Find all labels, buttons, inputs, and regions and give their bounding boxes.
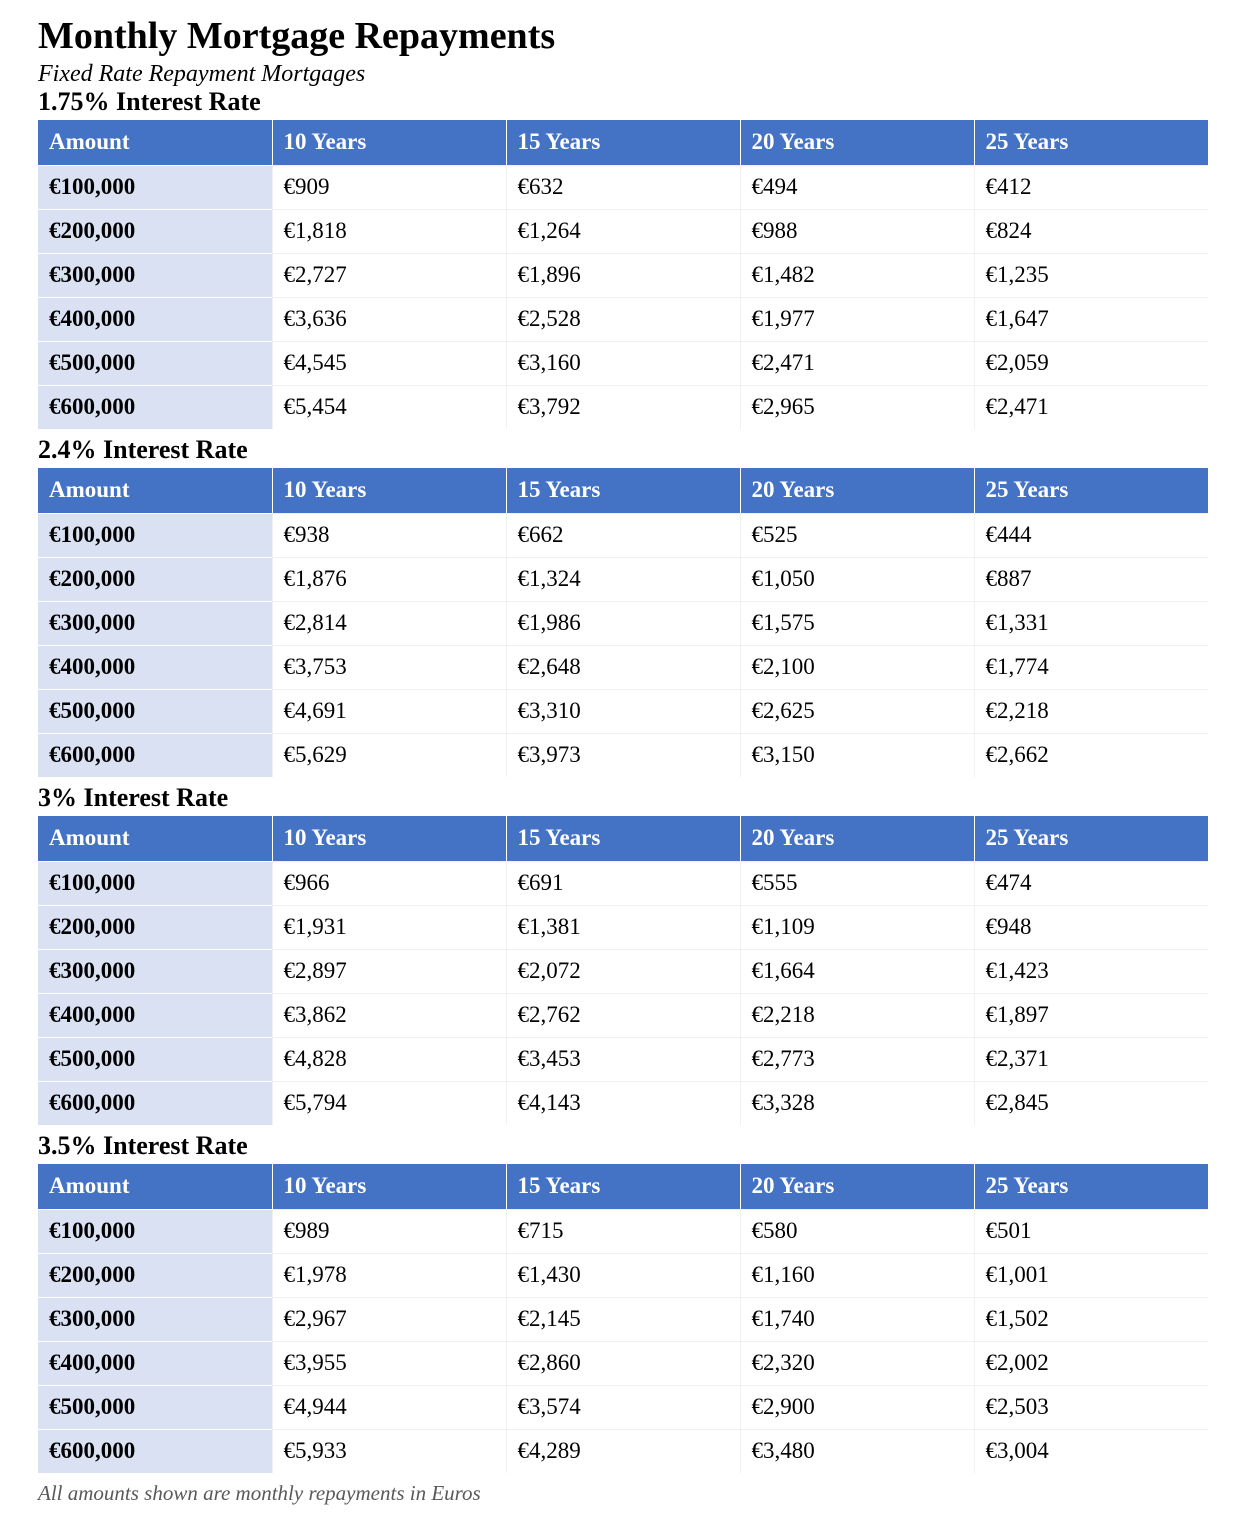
repayment-cell: €3,636 [272, 297, 506, 341]
repayment-cell: €909 [272, 165, 506, 209]
repayment-cell: €2,218 [974, 689, 1208, 733]
repayment-cell: €1,324 [506, 557, 740, 601]
repayment-cell: €966 [272, 861, 506, 905]
column-header: 20 Years [740, 468, 974, 513]
repayment-table [38, 468, 1208, 777]
amount-cell: €400,000 [38, 297, 272, 341]
repayment-cell: €2,059 [974, 341, 1208, 385]
repayment-cell: €691 [506, 861, 740, 905]
repayment-cell: €3,792 [506, 385, 740, 429]
amount-cell: €100,000 [38, 165, 272, 209]
repayment-cell: €1,050 [740, 557, 974, 601]
repayment-cell: €444 [974, 513, 1208, 557]
rate-heading: 3% Interest Rate [38, 783, 229, 812]
repayment-cell: €1,818 [272, 209, 506, 253]
repayment-cell: €3,328 [740, 1081, 974, 1125]
repayment-cell: €1,986 [506, 601, 740, 645]
repayment-cell: €1,647 [974, 297, 1208, 341]
page-title: Monthly Mortgage Repayments [38, 15, 556, 57]
column-header: 15 Years [506, 1164, 740, 1209]
repayment-cell: €2,471 [974, 385, 1208, 429]
repayment-table [38, 1164, 1208, 1473]
rate-heading: 1.75% Interest Rate [38, 87, 261, 116]
amount-cell: €300,000 [38, 1297, 272, 1341]
table-row [38, 993, 1208, 1037]
table-row [38, 1253, 1208, 1297]
repayment-cell: €3,955 [272, 1341, 506, 1385]
amount-cell: €400,000 [38, 1341, 272, 1385]
repayment-cell: €4,828 [272, 1037, 506, 1081]
repayment-cell: €2,002 [974, 1341, 1208, 1385]
table-row [38, 1209, 1208, 1253]
repayment-cell: €2,218 [740, 993, 974, 1037]
column-header: 10 Years [272, 468, 506, 513]
repayment-cell: €948 [974, 905, 1208, 949]
repayment-cell: €1,001 [974, 1253, 1208, 1297]
repayment-cell: €4,289 [506, 1429, 740, 1473]
repayment-table [38, 120, 1208, 429]
table-row [38, 341, 1208, 385]
column-header: 10 Years [272, 816, 506, 861]
table-header-row [38, 468, 1208, 513]
column-header: Amount [38, 1164, 272, 1209]
table-row [38, 1429, 1208, 1473]
repayment-cell: €3,160 [506, 341, 740, 385]
repayment-cell: €2,727 [272, 253, 506, 297]
column-header: 20 Years [740, 120, 974, 165]
repayment-cell: €2,625 [740, 689, 974, 733]
amount-cell: €600,000 [38, 385, 272, 429]
repayment-cell: €3,480 [740, 1429, 974, 1473]
repayment-cell: €887 [974, 557, 1208, 601]
repayment-cell: €2,528 [506, 297, 740, 341]
repayment-cell: €824 [974, 209, 1208, 253]
table-row [38, 253, 1208, 297]
repayment-cell: €1,977 [740, 297, 974, 341]
repayment-cell: €1,740 [740, 1297, 974, 1341]
column-header: 15 Years [506, 120, 740, 165]
repayment-cell: €1,109 [740, 905, 974, 949]
table-row [38, 1297, 1208, 1341]
column-header: 15 Years [506, 816, 740, 861]
table-row [38, 209, 1208, 253]
column-header: 25 Years [974, 1164, 1208, 1209]
repayment-cell: €412 [974, 165, 1208, 209]
column-header: Amount [38, 816, 272, 861]
repayment-cell: €2,471 [740, 341, 974, 385]
repayment-cell: €1,381 [506, 905, 740, 949]
repayment-table [38, 816, 1208, 1125]
table-row [38, 297, 1208, 341]
repayment-cell: €2,897 [272, 949, 506, 993]
repayment-cell: €580 [740, 1209, 974, 1253]
repayment-cell: €2,371 [974, 1037, 1208, 1081]
rate-section [38, 1132, 1208, 1473]
amount-cell: €300,000 [38, 949, 272, 993]
rate-heading: 2.4% Interest Rate [38, 435, 248, 464]
repayment-cell: €494 [740, 165, 974, 209]
repayment-cell: €4,143 [506, 1081, 740, 1125]
repayment-cell: €662 [506, 513, 740, 557]
repayment-cell: €501 [974, 1209, 1208, 1253]
column-header: 15 Years [506, 468, 740, 513]
repayment-cell: €1,978 [272, 1253, 506, 1297]
amount-cell: €200,000 [38, 209, 272, 253]
repayment-cell: €2,648 [506, 645, 740, 689]
repayment-cell: €1,423 [974, 949, 1208, 993]
column-header: 25 Years [974, 816, 1208, 861]
repayment-cell: €632 [506, 165, 740, 209]
repayment-cell: €3,310 [506, 689, 740, 733]
table-row [38, 557, 1208, 601]
repayment-cell: €1,482 [740, 253, 974, 297]
repayment-cell: €3,753 [272, 645, 506, 689]
column-header: Amount [38, 468, 272, 513]
table-row [38, 1081, 1208, 1125]
amount-cell: €400,000 [38, 645, 272, 689]
amount-cell: €500,000 [38, 1385, 272, 1429]
table-row [38, 165, 1208, 209]
repayment-cell: €1,264 [506, 209, 740, 253]
amount-cell: €300,000 [38, 253, 272, 297]
rate-heading: 3.5% Interest Rate [38, 1131, 248, 1160]
repayment-cell: €989 [272, 1209, 506, 1253]
repayment-cell: €1,896 [506, 253, 740, 297]
repayment-cell: €2,967 [272, 1297, 506, 1341]
table-row [38, 1385, 1208, 1429]
repayment-cell: €2,773 [740, 1037, 974, 1081]
repayment-cell: €5,794 [272, 1081, 506, 1125]
repayment-cell: €1,235 [974, 253, 1208, 297]
repayment-cell: €1,897 [974, 993, 1208, 1037]
repayment-cell: €1,430 [506, 1253, 740, 1297]
repayment-cell: €1,331 [974, 601, 1208, 645]
repayment-cell: €2,320 [740, 1341, 974, 1385]
table-row [38, 1037, 1208, 1081]
page-subtitle: Fixed Rate Repayment Mortgages [38, 61, 366, 87]
amount-cell: €100,000 [38, 861, 272, 905]
rate-section [38, 784, 1208, 1125]
repayment-cell: €2,100 [740, 645, 974, 689]
repayment-cell: €2,860 [506, 1341, 740, 1385]
repayment-cell: €1,502 [974, 1297, 1208, 1341]
amount-cell: €100,000 [38, 513, 272, 557]
column-header: 25 Years [974, 120, 1208, 165]
column-header: 10 Years [272, 120, 506, 165]
repayment-cell: €3,862 [272, 993, 506, 1037]
repayment-cell: €1,664 [740, 949, 974, 993]
amount-cell: €600,000 [38, 1429, 272, 1473]
footnote: All amounts shown are monthly repayments in Euros [38, 1481, 481, 1505]
repayment-cell: €3,574 [506, 1385, 740, 1429]
amount-cell: €500,000 [38, 341, 272, 385]
repayment-cell: €525 [740, 513, 974, 557]
repayment-cell: €2,072 [506, 949, 740, 993]
repayment-cell: €474 [974, 861, 1208, 905]
column-header: 10 Years [272, 1164, 506, 1209]
amount-cell: €100,000 [38, 1209, 272, 1253]
amount-cell: €600,000 [38, 733, 272, 777]
repayment-cell: €938 [272, 513, 506, 557]
rate-section [38, 88, 1208, 429]
table-row [38, 385, 1208, 429]
repayment-cell: €2,762 [506, 993, 740, 1037]
column-header: 25 Years [974, 468, 1208, 513]
repayment-cell: €3,453 [506, 1037, 740, 1081]
repayment-cell: €5,629 [272, 733, 506, 777]
repayment-cell: €5,454 [272, 385, 506, 429]
repayment-cell: €1,876 [272, 557, 506, 601]
amount-cell: €500,000 [38, 689, 272, 733]
table-row [38, 949, 1208, 993]
repayment-cell: €3,973 [506, 733, 740, 777]
repayment-cell: €1,774 [974, 645, 1208, 689]
amount-cell: €500,000 [38, 1037, 272, 1081]
repayment-cell: €5,933 [272, 1429, 506, 1473]
repayment-cell: €4,545 [272, 341, 506, 385]
amount-cell: €200,000 [38, 557, 272, 601]
table-row [38, 905, 1208, 949]
repayment-cell: €555 [740, 861, 974, 905]
amount-cell: €300,000 [38, 601, 272, 645]
repayment-cell: €1,575 [740, 601, 974, 645]
column-header: Amount [38, 120, 272, 165]
table-header-row [38, 1164, 1208, 1209]
table-row [38, 861, 1208, 905]
repayment-cell: €4,691 [272, 689, 506, 733]
table-row [38, 513, 1208, 557]
column-header: 20 Years [740, 1164, 974, 1209]
table-row [38, 601, 1208, 645]
repayment-cell: €2,900 [740, 1385, 974, 1429]
repayment-cell: €1,931 [272, 905, 506, 949]
table-row [38, 733, 1208, 777]
repayment-cell: €3,004 [974, 1429, 1208, 1473]
repayment-cell: €4,944 [272, 1385, 506, 1429]
repayment-cell: €3,150 [740, 733, 974, 777]
amount-cell: €400,000 [38, 993, 272, 1037]
repayment-cell: €2,845 [974, 1081, 1208, 1125]
repayment-cell: €2,145 [506, 1297, 740, 1341]
amount-cell: €200,000 [38, 905, 272, 949]
table-row [38, 645, 1208, 689]
repayment-cell: €2,965 [740, 385, 974, 429]
rate-section [38, 436, 1208, 777]
amount-cell: €600,000 [38, 1081, 272, 1125]
repayment-cell: €715 [506, 1209, 740, 1253]
table-header-row [38, 120, 1208, 165]
table-row [38, 1341, 1208, 1385]
table-header-row [38, 816, 1208, 861]
repayment-cell: €2,814 [272, 601, 506, 645]
repayment-cell: €988 [740, 209, 974, 253]
repayment-cell: €2,503 [974, 1385, 1208, 1429]
table-row [38, 689, 1208, 733]
column-header: 20 Years [740, 816, 974, 861]
repayment-cell: €2,662 [974, 733, 1208, 777]
repayment-cell: €1,160 [740, 1253, 974, 1297]
amount-cell: €200,000 [38, 1253, 272, 1297]
